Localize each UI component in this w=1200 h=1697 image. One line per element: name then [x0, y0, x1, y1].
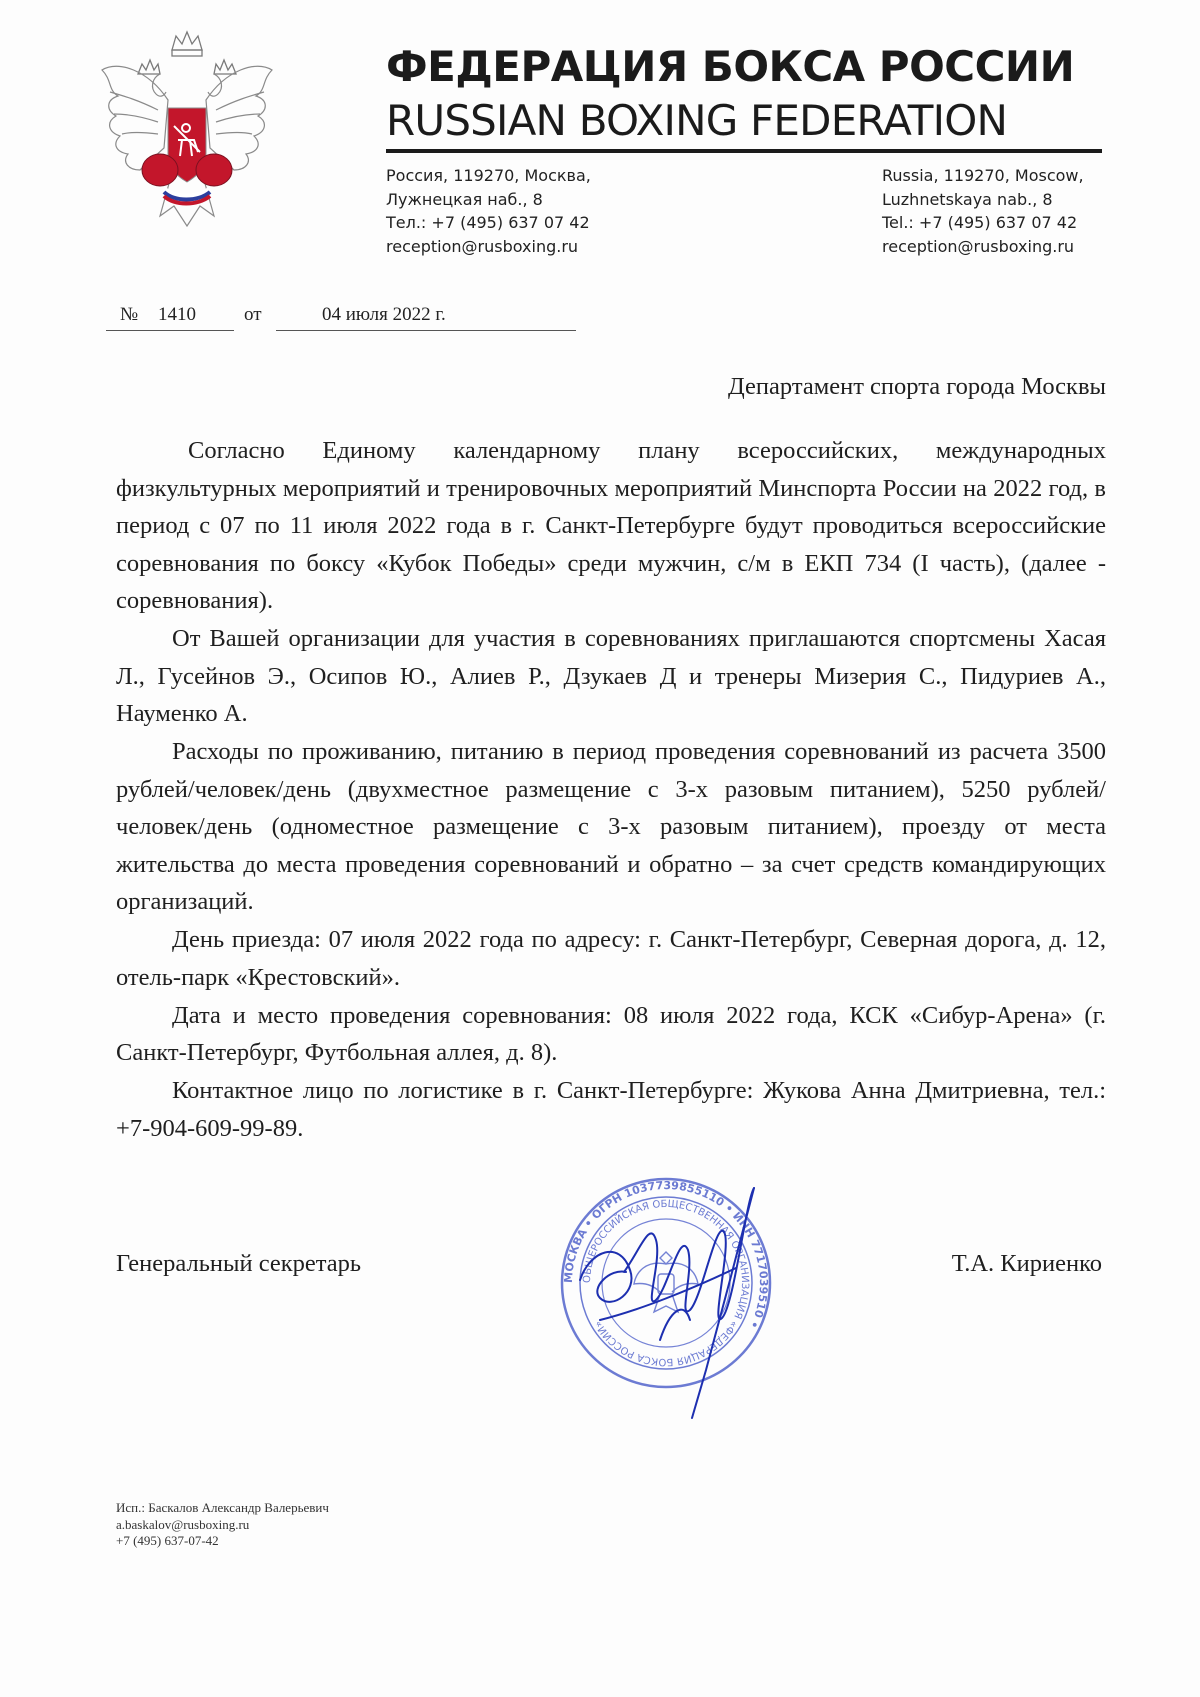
address-en [882, 164, 1084, 258]
reg-date: 04 июля 2022 г. [322, 304, 446, 325]
org-name-en: RUSSIAN BOXING FEDERATION [386, 96, 1008, 145]
body-paragraph: От Вашей организации для участия в соревнованиях приглашаются спортсмены Хасая Л., Гусейнов Э., Осипов Ю., Алиев Р., Дзукаев Д и тренеры Мизерия С., Пидуриев А., Науменко А. [116, 625, 1106, 727]
stamp-inner-text: ОБЩЕРОССИЙСКАЯ ОБЩЕСТВЕННАЯ ОРГАНИЗАЦИЯ «ФЕДЕРАЦИЯ БОКСА РОССИИ» [581, 1198, 751, 1368]
executor-phone: +7 (495) 637-07-42 [116, 1533, 219, 1548]
org-name-ru: ФЕДЕРАЦИЯ БОКСА РОССИИ [386, 42, 1075, 91]
body-paragraph: Согласно Единому календарному плану всероссийских, международных физкультурных мероприятий и тренировочных мероприятий Минспорта России на 2022 год, в период с 07 по 11 июля 2022 года в г. Санкт-Петербурге будут проводиться всероссийские соревнования по боксу «Кубок Победы» среди мужчин, с/м в ЕКП 734 (I часть), (далее - соревнования). [116, 437, 1106, 614]
executor-contact [116, 1500, 329, 1550]
reg-date-underline [276, 330, 576, 331]
signatory-title: Генеральный секретарь [116, 1250, 362, 1277]
reg-date-label: от [244, 304, 262, 325]
body-paragraph: Расходы по проживанию, питанию в период проведения соревнований из расчета 3500 рублей/человек/день (двухместное размещение с 3-х разовым питанием), 5250 рублей/человек/день (одноместное размещение с 3-х разовым питанием), проезду от места жительства до места проведения соревнований и обратно – за счет средств командирующих организаций. [116, 738, 1106, 915]
letter-body [116, 432, 1106, 1148]
body-paragraph: Контактное лицо по логистике в г. Санкт-Петербурге: Жукова Анна Дмитриевна, тел.: +7-904-609-99-89. [116, 1077, 1106, 1142]
double-headed-eagle-crest-icon [98, 30, 276, 238]
address-en-line: Luzhnetskaya nab., 8 [882, 189, 1053, 209]
executor-name: Исп.: Баскалов Александр Валерьевич [116, 1500, 329, 1515]
reg-number-underline [106, 330, 234, 331]
address-ru-line: Тел.: +7 (495) 637 07 42 [386, 213, 590, 232]
reg-number-label: № [120, 304, 139, 325]
body-paragraph: Дата и место проведения соревнования: 08 июля 2022 года, КСК «Сибур-Арена» (г. Санкт-Петербург, Футбольная аллея, д. 8). [116, 1001, 1106, 1066]
handwritten-signature-icon [560, 1160, 790, 1420]
address-ru-line: Лужнецкая наб., 8 [386, 189, 543, 209]
reg-number: 1410 [158, 304, 196, 325]
header-divider [386, 149, 1102, 153]
address-en-line: Tel.: +7 (495) 637 07 42 [882, 213, 1078, 232]
address-en-email[interactable]: reception@rusboxing.ru [882, 236, 1075, 256]
address-en-line: Russia, 119270, Moscow, [882, 166, 1084, 185]
stamp-outer-text: МОСКВА • ОГРН 1037739855110 • ИНН 7717039510 • [561, 1178, 771, 1331]
address-ru-email[interactable]: reception@rusboxing.ru [386, 236, 579, 256]
address-ru-line: Россия, 119270, Москва, [386, 166, 591, 185]
signatory-name: Т.А. Кириенко [951, 1250, 1102, 1277]
body-paragraph: День приезда: 07 июля 2022 года по адресу: г. Санкт-Петербург, Северная дорога, д. 12, отель-парк «Крестовский». [116, 926, 1106, 991]
executor-email[interactable]: a.baskalov@rusboxing.ru [116, 1516, 250, 1532]
address-ru [386, 164, 591, 258]
recipient: Департамент спорта города Москвы [728, 373, 1106, 400]
